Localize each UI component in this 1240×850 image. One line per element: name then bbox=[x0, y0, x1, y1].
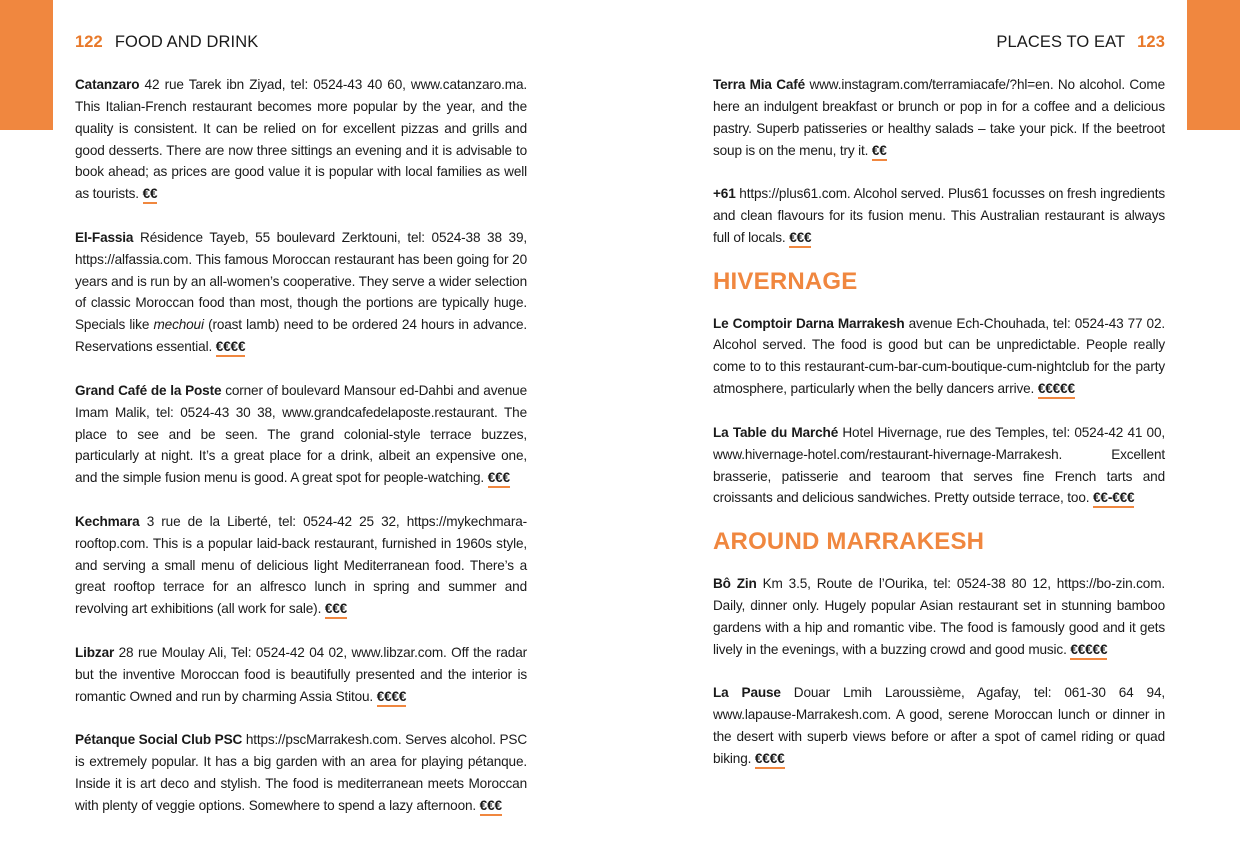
price-badge: €€€ bbox=[325, 601, 347, 619]
restaurant-entry-la-pause bbox=[713, 682, 1165, 769]
price-badge: €€ bbox=[872, 143, 887, 161]
restaurant-name: Bô Zin bbox=[713, 576, 757, 592]
right-page-header bbox=[996, 33, 1165, 52]
restaurant-details: https://plus61.com. Alcohol served. Plus61 focusses on fresh ingredients and clean flavours for its fusion menu. This Australian restaurant is always full of locals. bbox=[713, 186, 1165, 245]
restaurant-name: Grand Café de la Poste bbox=[75, 382, 222, 398]
section-heading-hivernage: HIVERNAGE bbox=[713, 267, 858, 295]
restaurant-name: Le Comptoir Darna Marrakesh bbox=[713, 315, 905, 331]
restaurant-entry-bo-zin bbox=[713, 573, 1165, 660]
restaurant-details: Douar Lmih Laroussième, Agafay, tel: 061-30 64 94, www.lapause-Marrakesh.com. A good, serene Moroccan lunch or dinner in the desert with superb views before or after a spot of camel riding or quad biking. bbox=[713, 685, 1165, 766]
right-page-tab bbox=[1187, 0, 1240, 130]
restaurant-name: Terra Mia Café bbox=[713, 77, 806, 92]
right-column bbox=[713, 74, 1165, 791]
price-badge: €€€€ bbox=[216, 339, 246, 357]
restaurant-details: 42 rue Tarek ibn Ziyad, tel: 0524-43 40 60, www.catanzaro.ma. This Italian-French restaurant becomes more popular by the year, and the quality is consistent. It can be relied on for excellent pizzas and grills and good desserts. There are now three sittings an evening and it is advisable to book ahead; as prices are good value it is popular with local families as well as tourists. bbox=[75, 77, 527, 202]
restaurant-details: https://pscMarrakesh.com. Serves alcohol. PSC is extremely popular. It has a big garden with an area for playing pétanque. Inside it is art deco and stylish. The food is mediterranean meets Moroccan with plenty of veggie options. Somewhere to spend a lazy afternoon. bbox=[75, 732, 527, 813]
right-running-title: PLACES TO EAT bbox=[996, 33, 1126, 51]
restaurant-details: 3 rue de la Liberté, tel: 0524-42 25 32, https://mykechmara-rooftop.com. This is a popular laid-back restaurant, furnished in 1960s style, and serving a small menu of delicious light Mediterranean food. There’s a great rooftop terrace for an alfresco lunch in spring and summer and revolving art exhibitions (all work for sale). bbox=[75, 513, 527, 617]
restaurant-details-continued: (roast lamb) need to be ordered 24 hours in advance. Reservations essential. bbox=[75, 317, 527, 355]
restaurant-name: Libzar bbox=[75, 644, 115, 660]
price-badge: €€€ bbox=[789, 230, 811, 248]
left-page-header bbox=[75, 33, 258, 52]
price-badge: €€€€ bbox=[377, 689, 407, 707]
restaurant-name: Catanzaro bbox=[75, 77, 140, 92]
price-badge: €€€ bbox=[480, 798, 502, 816]
restaurant-details: 28 rue Moulay Ali, Tel: 0524-42 04 02, www.libzar.com. Off the radar but the inventive Moroccan food is beautifully presented and the interior is romantic Owned and run by charming Assia Stitou. bbox=[75, 644, 527, 704]
left-column bbox=[75, 74, 527, 839]
price-badge: €€€€€ bbox=[1070, 642, 1107, 660]
restaurant-details: Km 3.5, Route de l’Ourika, tel: 0524-38 80 12, https://bo-zin.com. Daily, dinner only. Hugely popular Asian restaurant set in stunning bamboo gardens with a hip and romantic vibe. The food is famously good and it gets lively in the evenings, with a buzzing crowd and good music. bbox=[713, 576, 1165, 657]
price-badge: €€€€ bbox=[755, 751, 785, 769]
restaurant-entry-le-comptoir-darna bbox=[713, 313, 1165, 400]
restaurant-entry-grand-cafe-de-la-poste bbox=[75, 380, 527, 489]
restaurant-entry-petanque-social-club bbox=[75, 729, 527, 816]
restaurant-name: Pétanque Social Club PSC bbox=[75, 732, 243, 748]
right-page-number: 123 bbox=[1137, 33, 1165, 51]
left-page-tab bbox=[0, 0, 53, 130]
restaurant-entry-plus61 bbox=[713, 183, 1165, 249]
restaurant-details: corner of boulevard Mansour ed-Dahbi and avenue Imam Malik, tel: 0524-43 30 38, www.grandcafedelaposte.restaurant. The place to see and be seen. The grand colonial-style terrace buzzes, particularly at night. It’s a great place for a drink, albeit an expensive one, and the simple fusion menu is good. A great spot for people-watching. bbox=[75, 382, 527, 486]
left-page-number: 122 bbox=[75, 33, 103, 51]
price-badge: €€-€€€ bbox=[1093, 490, 1134, 508]
restaurant-name: Kechmara bbox=[75, 513, 140, 529]
restaurant-entry-terra-mia-cafe bbox=[713, 74, 1165, 161]
restaurant-details: www.instagram.com/terramiacafe/?hl=en. No alcohol. Come here an indulgent breakfast or brunch or pop in for a coffee and a delicious pastry. Superb patisseries or healthy salads – take your pick. If the beetroot soup is on the menu, try it. bbox=[713, 77, 1166, 158]
restaurant-details: avenue Ech-Chouhada, tel: 0524-43 77 02. Alcohol served. The food is good but can be unpredictable. People really come to to this restaurant-cum-bar-cum-boutique-cum-nightclub for the party atmosphere, particularly when the belly dancers arrive. bbox=[713, 315, 1165, 397]
restaurant-details: Hotel Hivernage, rue des Temples, tel: 0524-42 41 00, www.hivernage-hotel.com/restaurant-hivernage-Marrakesh. Excellent brasserie, patisserie and tearoom that serves fine French tarts and croissants and delicious sandwiches. Pretty outside terrace, too. bbox=[713, 424, 1165, 506]
restaurant-name: La Table du Marché bbox=[713, 424, 839, 440]
price-badge: €€ bbox=[143, 186, 158, 204]
restaurant-name: El-Fassia bbox=[75, 229, 134, 245]
restaurant-details: Résidence Tayeb, 55 boulevard Zerktouni, tel: 0524-38 38 39, https://alfassia.com. This famous Moroccan restaurant has been going for 20 years and is run by an all-women’s cooperative. They serve a wider selection of classic Moroccan food than most, though the portions are typically huge. Specials like bbox=[75, 229, 527, 333]
restaurant-entry-kechmara bbox=[75, 511, 527, 620]
price-badge: €€€€€ bbox=[1038, 381, 1075, 399]
restaurant-name: +61 bbox=[713, 186, 736, 202]
left-running-title: FOOD AND DRINK bbox=[114, 33, 259, 51]
section-heading-around-marrakesh: AROUND MARRAKESH bbox=[713, 528, 985, 556]
dish-name: mechoui bbox=[153, 317, 204, 333]
restaurant-name: La Pause bbox=[713, 685, 781, 701]
restaurant-entry-libzar bbox=[75, 642, 527, 708]
restaurant-entry-el-fassia bbox=[75, 227, 527, 358]
price-badge: €€€ bbox=[488, 470, 510, 488]
restaurant-entry-catanzaro bbox=[75, 74, 527, 205]
restaurant-entry-la-table-du-marche bbox=[713, 422, 1165, 509]
